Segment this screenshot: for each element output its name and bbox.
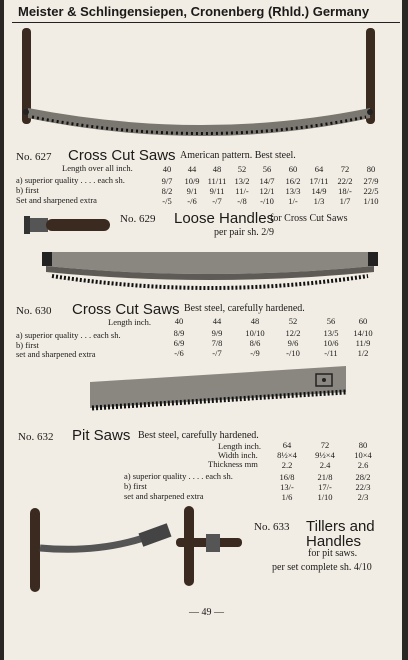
item-630-length-label: Length inch. <box>108 317 151 327</box>
item-632-a-label: a) superior quality . . . . each sh. <box>124 471 233 481</box>
table-cell: 27/9 <box>363 176 379 186</box>
table-cell: 2.6 <box>357 460 369 470</box>
table-cell: 56 <box>326 316 336 326</box>
table-cell: 48 <box>250 316 260 326</box>
table-cell: 14/10 <box>353 328 373 338</box>
table-cell: 64 <box>314 164 324 174</box>
table-cell: 48 <box>212 164 222 174</box>
table-cell: 8/6 <box>249 338 261 348</box>
item-627-number: No. 627 <box>16 151 52 163</box>
table-cell: -/10 <box>260 196 274 206</box>
cross-cut-saw-627-illustration <box>10 24 398 138</box>
table-cell: 17/- <box>318 482 332 492</box>
table-cell: 28/2 <box>355 472 371 482</box>
table-cell: 1/2 <box>357 348 369 358</box>
table-cell: 9/7 <box>161 176 173 186</box>
item-630-desc: Best steel, carefully hardened. <box>184 303 305 314</box>
table-cell: 10/10 <box>245 328 265 338</box>
header-rule <box>12 22 400 23</box>
table-cell: 17/11 <box>309 176 329 186</box>
table-cell: 9/9 <box>211 328 223 338</box>
table-cell: 8/2 <box>161 186 173 196</box>
table-cell: 8½×4 <box>277 450 297 460</box>
table-cell: 9½×4 <box>315 450 335 460</box>
table-cell: 22/2 <box>337 176 353 186</box>
table-cell: 11/9 <box>355 338 371 348</box>
table-cell: 13/- <box>280 482 294 492</box>
table-cell: -/8 <box>237 196 247 206</box>
table-cell: 7/8 <box>211 338 223 348</box>
catalog-page <box>4 0 402 660</box>
item-629-number: No. 629 <box>120 213 156 225</box>
tiller-handles-633-illustration <box>16 502 252 598</box>
item-630-number: No. 630 <box>16 305 52 317</box>
table-cell: 2.4 <box>319 460 331 470</box>
table-cell: 1/7 <box>339 196 351 206</box>
item-633-name-line1: Tillers and <box>306 518 375 535</box>
table-cell: -/10 <box>286 348 300 358</box>
table-cell: 10/9 <box>184 176 200 186</box>
item-632-desc: Best steel, carefully hardened. <box>138 430 259 441</box>
page-number: — 49 — <box>189 607 224 618</box>
page-header: Meister & Schlingensiepen, Cronenberg (Rhld.) Germany <box>18 4 370 19</box>
table-cell: 21/8 <box>317 472 333 482</box>
table-cell: 16/8 <box>279 472 295 482</box>
item-627-b-label: b) first <box>16 185 39 195</box>
table-cell: 1/10 <box>363 196 379 206</box>
item-632-width-label: Width inch. <box>218 450 258 460</box>
item-629-name: Loose Handles <box>174 210 275 227</box>
table-cell: 11/11 <box>207 176 227 186</box>
item-632-thick-label: Thickness mm <box>208 459 258 469</box>
table-cell: 60 <box>358 316 368 326</box>
item-629-price: per pair sh. 2/9 <box>214 227 274 238</box>
item-627-c-label: Set and sharpened extra <box>16 195 97 205</box>
table-cell: 40 <box>174 316 184 326</box>
item-632-name: Pit Saws <box>72 427 131 444</box>
table-cell: 6/9 <box>173 338 185 348</box>
table-cell: 10/6 <box>323 338 339 348</box>
table-cell: 13/3 <box>285 186 301 196</box>
item-627-length-label: Length over all inch. <box>62 163 133 173</box>
cross-cut-saw-630-illustration <box>38 248 382 302</box>
item-633-price: per set complete sh. 4/10 <box>272 562 372 573</box>
item-633-number: No. 633 <box>254 521 290 533</box>
table-cell: -/6 <box>187 196 197 206</box>
table-cell: -/9 <box>250 348 260 358</box>
item-632-b-label: b) first <box>124 481 147 491</box>
table-cell: 9/1 <box>186 186 198 196</box>
table-cell: 22/3 <box>355 482 371 492</box>
table-cell: -/6 <box>174 348 184 358</box>
table-cell: 1/- <box>288 196 298 206</box>
item-630-name: Cross Cut Saws <box>72 301 180 318</box>
table-cell: 72 <box>320 440 330 450</box>
table-cell: 44 <box>187 164 197 174</box>
item-633-name-line2: Handles <box>306 533 362 550</box>
item-627-a-label: a) superior quality . . . . each sh. <box>16 175 125 185</box>
table-cell: 72 <box>340 164 350 174</box>
table-cell: 9/11 <box>209 186 225 196</box>
item-629-desc: for Cross Cut Saws <box>270 213 348 224</box>
table-cell: 2/3 <box>357 492 369 502</box>
table-cell: 80 <box>358 440 368 450</box>
table-cell: 12/2 <box>285 328 301 338</box>
table-cell: 40 <box>162 164 172 174</box>
item-630-b-label: b) first <box>16 340 39 350</box>
table-cell: 12/1 <box>259 186 275 196</box>
table-cell: 18/- <box>338 186 352 196</box>
table-cell: 13/5 <box>323 328 339 338</box>
table-cell: 9/6 <box>287 338 299 348</box>
table-cell: -/7 <box>212 196 222 206</box>
table-cell: 60 <box>288 164 298 174</box>
item-633-desc: for pit saws. <box>308 548 358 559</box>
item-627-desc: American pattern. Best steel. <box>180 150 296 161</box>
item-632-number: No. 632 <box>18 431 54 443</box>
item-630-c-label: set and sharpened extra <box>16 349 96 359</box>
table-cell: 1/6 <box>281 492 293 502</box>
table-cell: -/11 <box>324 348 338 358</box>
item-632-length-label: Length inch. <box>218 441 261 451</box>
table-cell: -/7 <box>212 348 222 358</box>
item-632-c-label: set and sharpened extra <box>124 491 204 501</box>
table-cell: 14/9 <box>311 186 327 196</box>
table-cell: 11/- <box>235 186 249 196</box>
table-cell: 1/3 <box>313 196 325 206</box>
item-627-name: Cross Cut Saws <box>68 147 176 164</box>
table-cell: 56 <box>262 164 272 174</box>
table-cell: 8/9 <box>173 328 185 338</box>
table-cell: 16/2 <box>285 176 301 186</box>
table-cell: 44 <box>212 316 222 326</box>
table-cell: 80 <box>366 164 376 174</box>
loose-handle-629-illustration <box>22 212 114 238</box>
table-cell: 14/7 <box>259 176 275 186</box>
table-cell: 13/2 <box>234 176 250 186</box>
table-cell: 52 <box>288 316 298 326</box>
table-cell: 2.2 <box>281 460 293 470</box>
pit-saw-632-illustration <box>84 362 352 420</box>
table-cell: 1/10 <box>317 492 333 502</box>
table-cell: 22/5 <box>363 186 379 196</box>
table-cell: -/5 <box>162 196 172 206</box>
item-630-a-label: a) superior quality . . . each sh. <box>16 330 121 340</box>
table-cell: 10×4 <box>354 450 372 460</box>
table-cell: 52 <box>237 164 247 174</box>
table-cell: 64 <box>282 440 292 450</box>
